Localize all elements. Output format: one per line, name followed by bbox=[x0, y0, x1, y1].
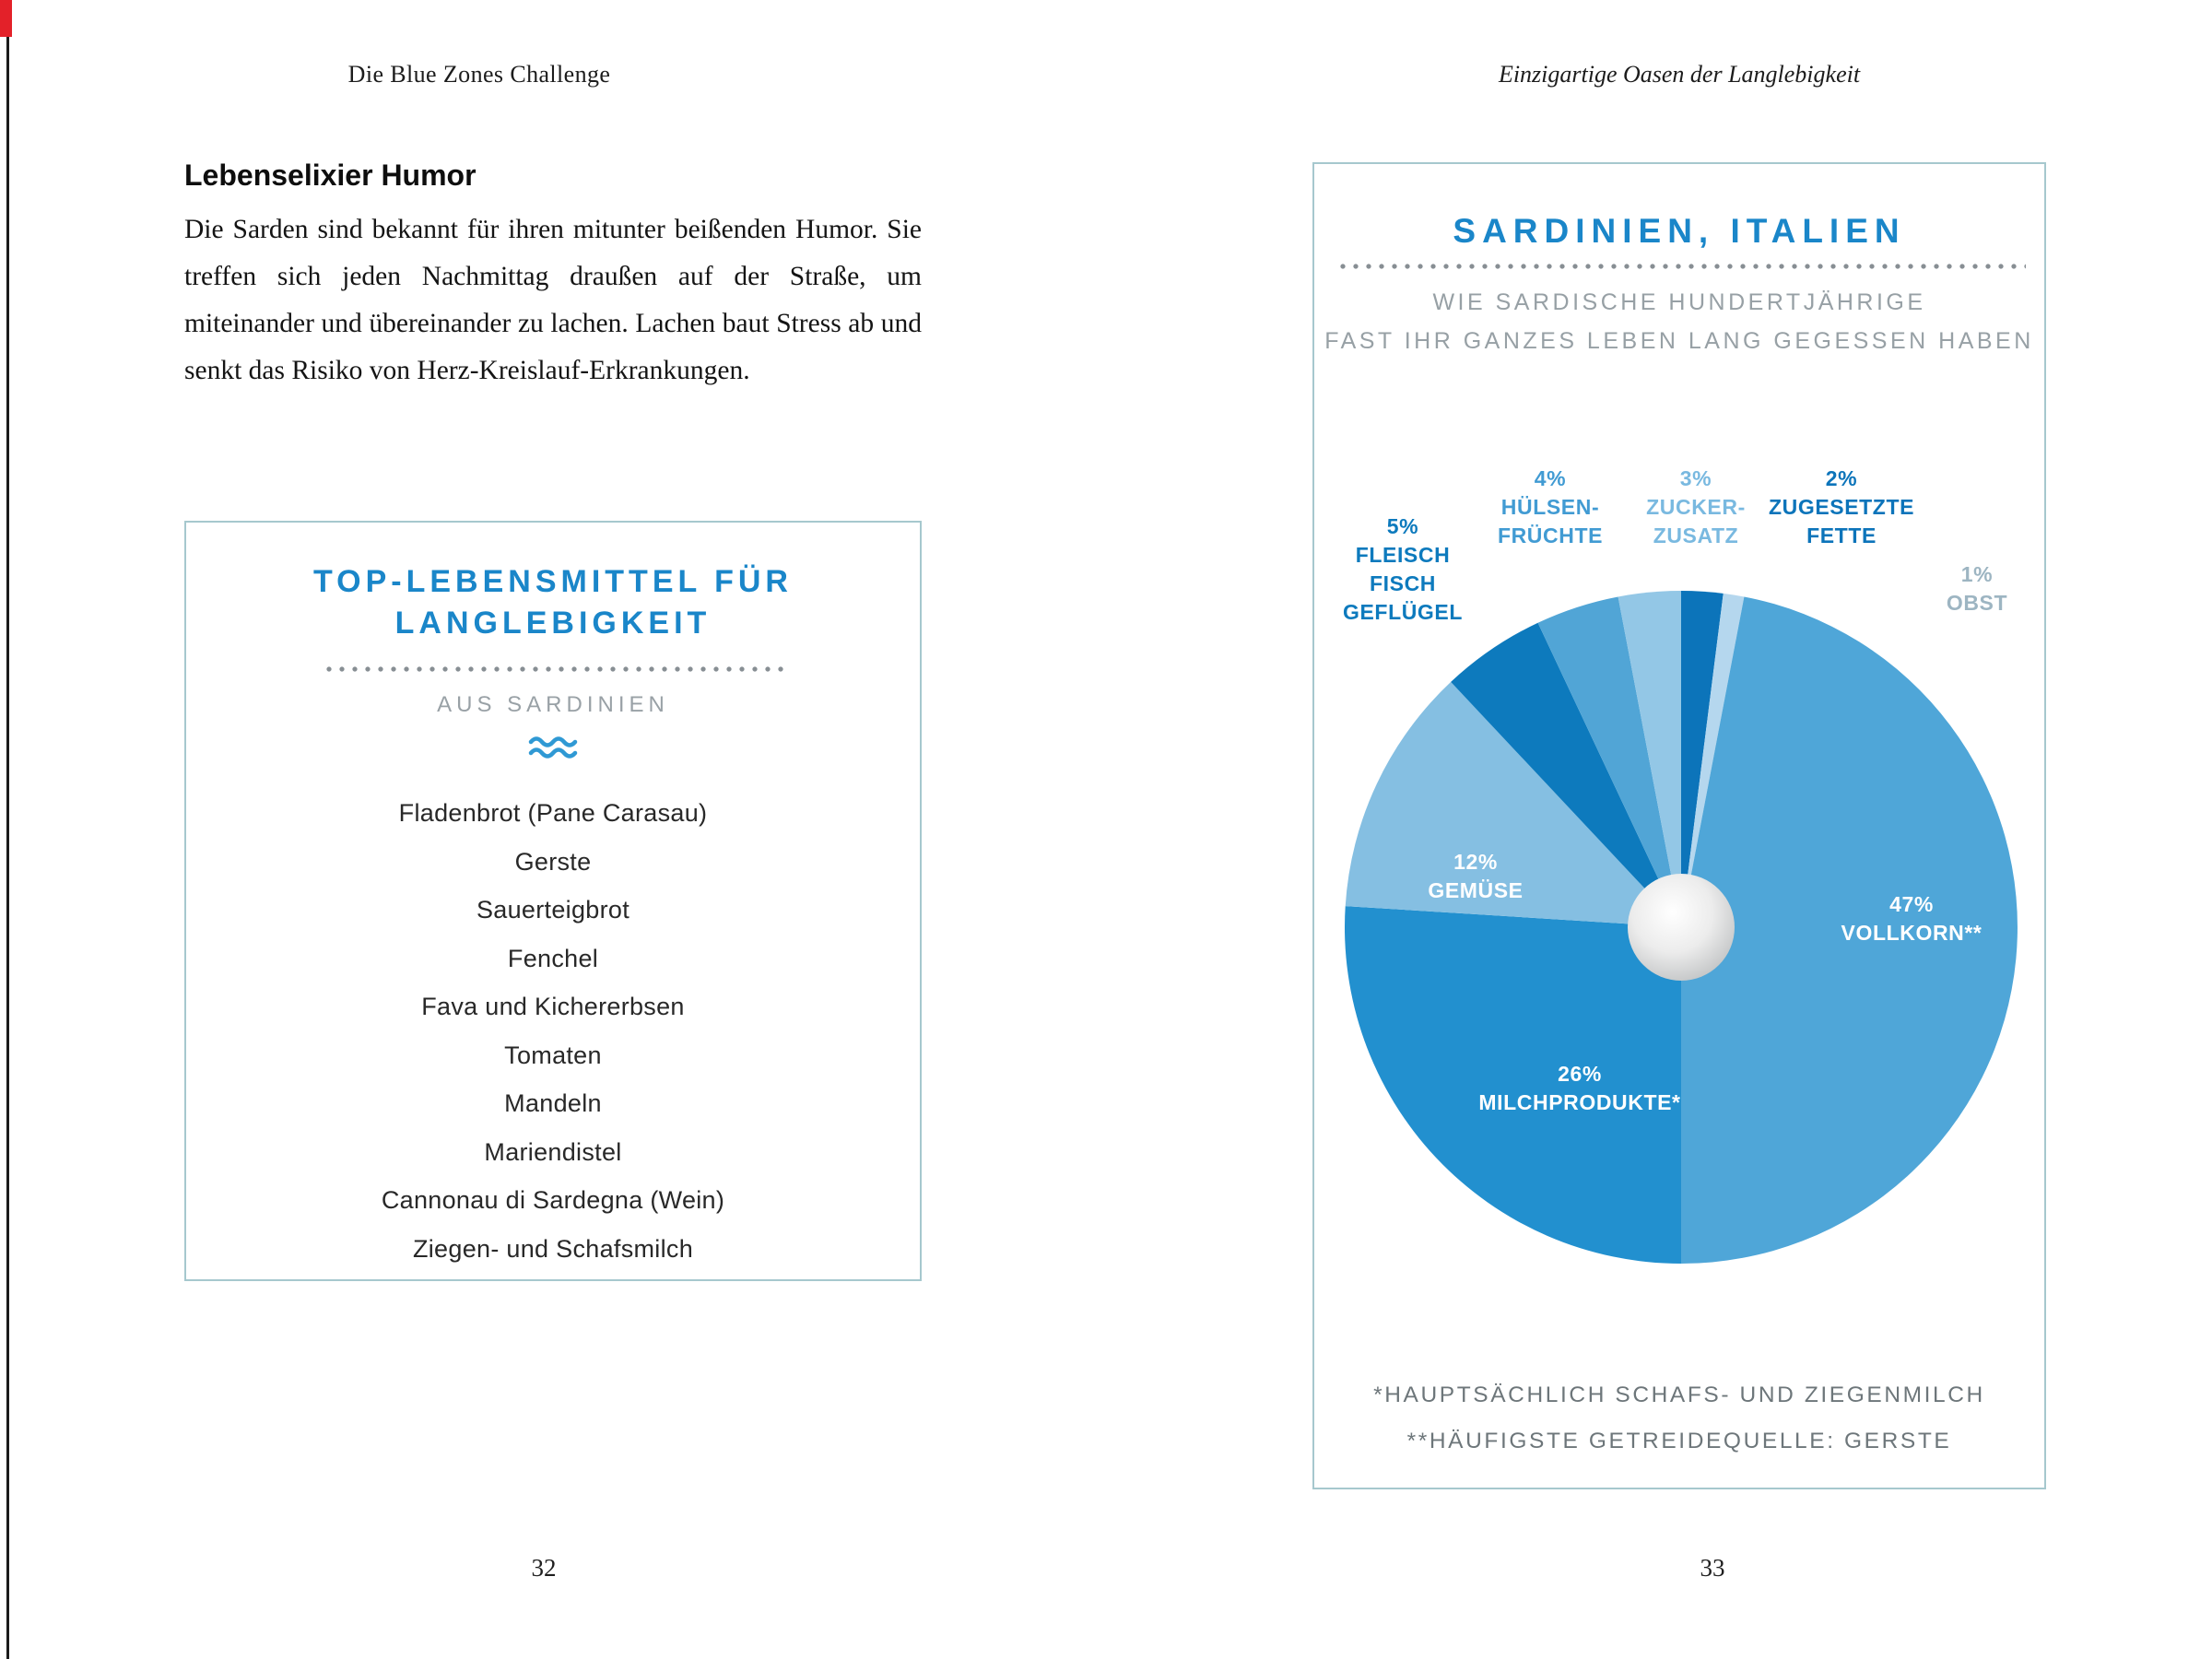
pie-label-zugesetzte-fette bbox=[1768, 465, 1915, 550]
dotted-separator bbox=[323, 666, 783, 672]
food-box-title bbox=[186, 561, 920, 644]
pie-label-text: FRÜCHTE bbox=[1497, 524, 1604, 547]
pie-label-pct: 4% bbox=[1534, 466, 1567, 490]
pie-chart-box bbox=[1312, 162, 2046, 1489]
red-edge-mark bbox=[0, 0, 12, 37]
food-list-item: Gerste bbox=[514, 847, 592, 876]
pie-label-text: FISCH bbox=[1370, 571, 1436, 595]
chart-subtitle-line1: WIE SARDISCHE HUNDERTJÄHRIGE bbox=[1432, 289, 1926, 315]
pie-label-gemuese bbox=[1406, 848, 1545, 905]
food-list-item: Cannonau di Sardegna (Wein) bbox=[381, 1186, 725, 1214]
pie-label-pct: 2% bbox=[1825, 466, 1858, 490]
chart-title: SARDINIEN, ITALIEN bbox=[1453, 212, 1906, 250]
pie-label-text: VOLLKORN** bbox=[1841, 921, 1983, 945]
waves-icon bbox=[186, 733, 920, 765]
running-head-right: Einzigartige Oasen der Langlebigkeit bbox=[1498, 61, 1861, 88]
pie-label-pct: 47% bbox=[1889, 892, 1934, 916]
dotted-separator bbox=[1336, 264, 2026, 269]
pie-label-text: FLEISCH bbox=[1355, 543, 1451, 567]
pie-label-huelsenfruechte bbox=[1481, 465, 1619, 550]
food-list-item: Fladenbrot (Pane Carasau) bbox=[398, 799, 708, 827]
pie-label-milchprodukte bbox=[1460, 1060, 1700, 1117]
pie-label-text: FETTE bbox=[1806, 524, 1877, 547]
pie-label-text: ZUGESETZTE bbox=[1768, 495, 1915, 519]
pie-label-text: ZUCKER- bbox=[1646, 495, 1746, 519]
pie-label-pct: 26% bbox=[1558, 1062, 1602, 1086]
section-heading: Lebenselixier Humor bbox=[184, 159, 477, 192]
food-list-item: Tomaten bbox=[504, 1041, 602, 1069]
page-number-right: 33 bbox=[1700, 1554, 1725, 1582]
food-list bbox=[186, 789, 920, 1273]
page-edge-line bbox=[6, 0, 9, 1659]
pie-label-text: HÜLSEN- bbox=[1500, 495, 1600, 519]
pie-label-pct: 3% bbox=[1679, 466, 1712, 490]
food-box-title-line1: TOP-LEBENSMITTEL FÜR bbox=[313, 564, 793, 599]
pie-label-obst bbox=[1912, 560, 2041, 618]
body-paragraph: Die Sarden sind bekannt für ihren mitunter beißenden Humor. Sie treffen sich jeden Nachmittag draußen auf der Straße, um miteinander und übereinander zu lachen. Lachen baut Stress ab und senkt das Risiko von Herz-Kreislauf-Erkrankungen. bbox=[184, 215, 922, 385]
pie-label-vollkorn bbox=[1813, 890, 2010, 947]
pie-label-text: GEMÜSE bbox=[1428, 878, 1524, 902]
food-box-kicker: AUS SARDINIEN bbox=[437, 692, 669, 717]
pie-center-ball bbox=[1628, 874, 1735, 981]
pie-label-fleisch bbox=[1334, 512, 1472, 627]
food-list-item: Mariendistel bbox=[484, 1137, 622, 1166]
food-list-item: Sauerteigbrot bbox=[476, 896, 629, 924]
food-list-box bbox=[184, 521, 922, 1281]
chart-footnote-1: *HAUPTSÄCHLICH SCHAFS- UND ZIEGENMILCH bbox=[1373, 1382, 1985, 1407]
pie-label-text: ZUSATZ bbox=[1653, 524, 1739, 547]
pie-label-pct: 5% bbox=[1386, 514, 1419, 538]
food-list-item: Mandeln bbox=[504, 1089, 602, 1117]
pie-label-text: GEFLÜGEL bbox=[1342, 600, 1464, 624]
running-head-left: Die Blue Zones Challenge bbox=[347, 61, 611, 88]
pie-label-text: OBST bbox=[1946, 591, 2008, 615]
page-number-left: 32 bbox=[531, 1554, 557, 1582]
food-list-item: Ziegen- und Schafsmilch bbox=[412, 1234, 694, 1263]
chart-footnote-2: **HÄUFIGSTE GETREIDEQUELLE: GERSTE bbox=[1406, 1429, 1952, 1453]
food-list-item: Fava und Kichererbsen bbox=[421, 993, 685, 1020]
pie-label-text: MILCHPRODUKTE* bbox=[1478, 1090, 1681, 1114]
food-box-title-line2: LANGLEBIGKEIT bbox=[394, 606, 712, 641]
pie-label-pct: 12% bbox=[1453, 850, 1498, 874]
pie-label-pct: 1% bbox=[1960, 562, 1994, 586]
pie-label-zuckerzusatz bbox=[1627, 465, 1765, 550]
chart-subtitle-line2: FAST IHR GANZES LEBEN LANG GEGESSEN HABEN bbox=[1324, 328, 2034, 354]
food-list-item: Fenchel bbox=[507, 944, 599, 972]
